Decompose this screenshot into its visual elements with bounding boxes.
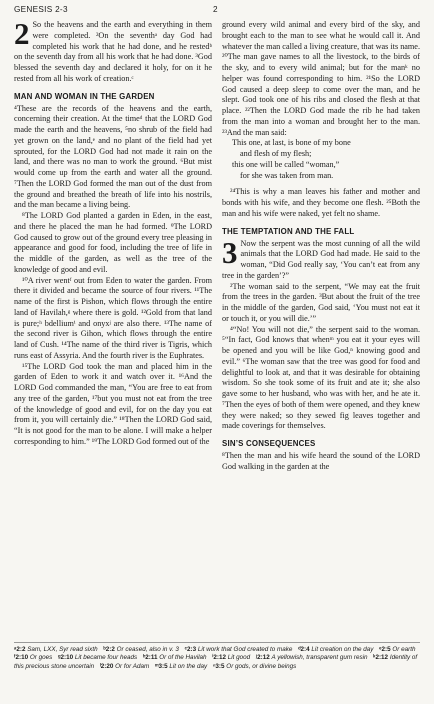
paragraph-continued: ground every wild animal and every bird of the sky, and brought each to the man to see what he would call it. And whatever the man called a living creature, that was its name. ²⁰The man gave names to all the livestock, to the birds of the sky, and to every wild animal; but for the manᵏ no helper was found corresponding to him. ²¹So the LORD God caused a deep sleep to come over the man, and he slept. God took one of his ribs and closed the flesh at that place. ²²Then the LORD God made the rib he had taken from the man into a woman and brought her to the man. ²³And the man said: — [222, 20, 420, 137]
paragraph: ⁴“No! You will not die,” the serpent said to the woman. ⁵“In fact, God knows that whenᵐ you eat it your eyes will be opened and you will be like God,ⁿ knowing good and evil.” ⁶The woman saw that the tree was good for food and delightful to look at, and that it was desirable for obtaining wisdom. So she took some of its fruit and ate it; she also gave some to her husband, who was with her, and he ate it. ⁷Then the eyes of both of them were opened, and they knew they were naked; so they sewed fig leaves together and made coverings for themselves. — [222, 324, 420, 431]
footnotes — [14, 646, 420, 702]
poem-line: for she was taken from man. — [240, 170, 334, 180]
right-column — [222, 20, 420, 638]
chapter-2-opening — [14, 20, 212, 85]
paragraph: ¹⁵The LORD God took the man and placed him in the garden of Eden to work it and watch over it. ¹⁶And the LORD God commanded the man, “You are free to eat from any tree of the garden, ¹⁷but you must not eat from the tree of the knowledge of good and evil, for on the day you eat from it, you will certainly die.” ¹⁸Then the LORD God said, “It is not good for the man to be alone. I will make a helper corresponding to him.” ¹⁹The LORD God formed out of the — [14, 361, 212, 446]
running-header — [14, 5, 420, 17]
chapter-number-dropcap: 2 — [14, 20, 30, 51]
chapter-3-opening — [222, 234, 420, 282]
section-heading-garden: MAN AND WOMAN IN THE GARDEN — [14, 91, 155, 101]
footnote: ᶠ2:10 Or goes — [14, 654, 53, 662]
poem-line: This one, at last, is bone of my bone — [232, 138, 351, 148]
chapter-reference: GENESIS 2-3 — [14, 5, 68, 14]
paragraph: ⁴These are the records of the heavens and the earth, concerning their creation. At the timeᵈ that the LORD God made the earth and the heavens, ⁵no shrub of the field had yet grown on the land,ᵉ and no plant of the field had yet sprouted, for the LORD God had not made it rain on the land, and there was no man to work the ground. ⁶But mist would come up from the earth and water all the ground. ⁷Then the LORD God formed the man out of the dust from the ground and breathed the breath of life into his nostrils, and the man became a living being. — [14, 103, 212, 210]
footnote: ᵍ2:10 Lit became four heads — [58, 654, 138, 662]
footnote: ᵏ2:12 Identity of this precious stone uncertain — [14, 654, 418, 670]
footnote: ᵐ3:5 Lit on the day — [154, 662, 208, 670]
poem-line: this one will be called “woman,” — [232, 159, 340, 169]
paragraph: ¹⁰A river wentᶠ out from Eden to water the garden. From there it divided and became the source of four rivers. ¹¹The name of the first is Pishon, which flows through the entire land of Havilah,ᵍ where there is gold. ¹²Gold from that land is pure;ʰ bdelliumⁱ and onyxʲ are also there. ¹³The name of the second river is Gihon, which flows through the entire land of Cush. ¹⁴The name of the third river is Tigris, which runs east of Assyria. And the fourth river is the Euphrates. — [14, 275, 212, 360]
opening-text: Now the serpent was the most cunning of all the wild animals that the LORD God had made. He said to the woman, “Did God really say, ‘You can’t eat from any tree in the garden’?” — [222, 238, 420, 280]
footnote: ᵉ2:5 Or earth — [379, 646, 416, 653]
footnote: ⁿ3:5 Or gods, or divine beings — [212, 662, 297, 670]
paragraph: ²⁴This is why a man leaves his father and mother and bonds with his wife, and they become one flesh. ²⁵Both the man and his wife were naked, yet felt no shame. — [222, 187, 420, 218]
footnote: ᵇ2:2 Or ceased, also in v. 3 — [103, 646, 179, 653]
section-heading-temptation: THE TEMPTATION AND THE FALL — [222, 226, 355, 236]
paragraph: ²The woman said to the serpent, “We may eat the fruit from the trees in the garden. ³But about the fruit of the tree in the middle of the garden, God said, ‘You must not eat it or touch it, or you will die.’” — [222, 281, 420, 323]
footnote: ᶜ2:3 Lit work that God created to make — [184, 646, 293, 653]
chapter-number-dropcap: 3 — [222, 234, 238, 270]
footnote: ʰ2:11 Or of the Havilah — [142, 654, 207, 662]
footnote: ˡ2:20 Or for Adam — [99, 662, 150, 670]
footnote: ᵈ2:4 Lit creation on the day — [298, 646, 374, 653]
footnote: ʲ2:12 A yellowish, transparent gum resin — [255, 654, 368, 662]
opening-text: So the heavens and the earth and everything in them were completed. ²On the seventhᵃ day God had completed his work that he had done, and he restedᵇ on the seventh day from all his work that he had done. ³God blessed the seventh day and declared it holy, for on it he rested from all his work of creation.ᶜ — [14, 20, 212, 83]
left-column — [14, 20, 212, 638]
page-number: 2 — [213, 5, 218, 14]
footnote: ⁱ2:12 Lit good — [212, 654, 251, 662]
poem-line: and flesh of my flesh; — [240, 149, 312, 158]
footnote: ᵃ2:2 Sam, LXX, Syr read sixth — [14, 646, 98, 653]
paragraph: ⁸Then the man and his wife heard the sound of the LORD God walking in the garden at the — [222, 451, 420, 471]
poem — [222, 138, 420, 181]
paragraph: ⁸The LORD God planted a garden in Eden, in the east, and there he placed the man he had formed. ⁹The LORD God caused to grow out of the ground every tree pleasing in appearance and good for food, including the tree of life in the middle of the garden, as well as the tree of the knowledge of good and evil. — [14, 211, 212, 274]
footnote-divider — [14, 642, 420, 643]
section-heading-consequences: SIN’S CONSEQUENCES — [222, 439, 316, 448]
